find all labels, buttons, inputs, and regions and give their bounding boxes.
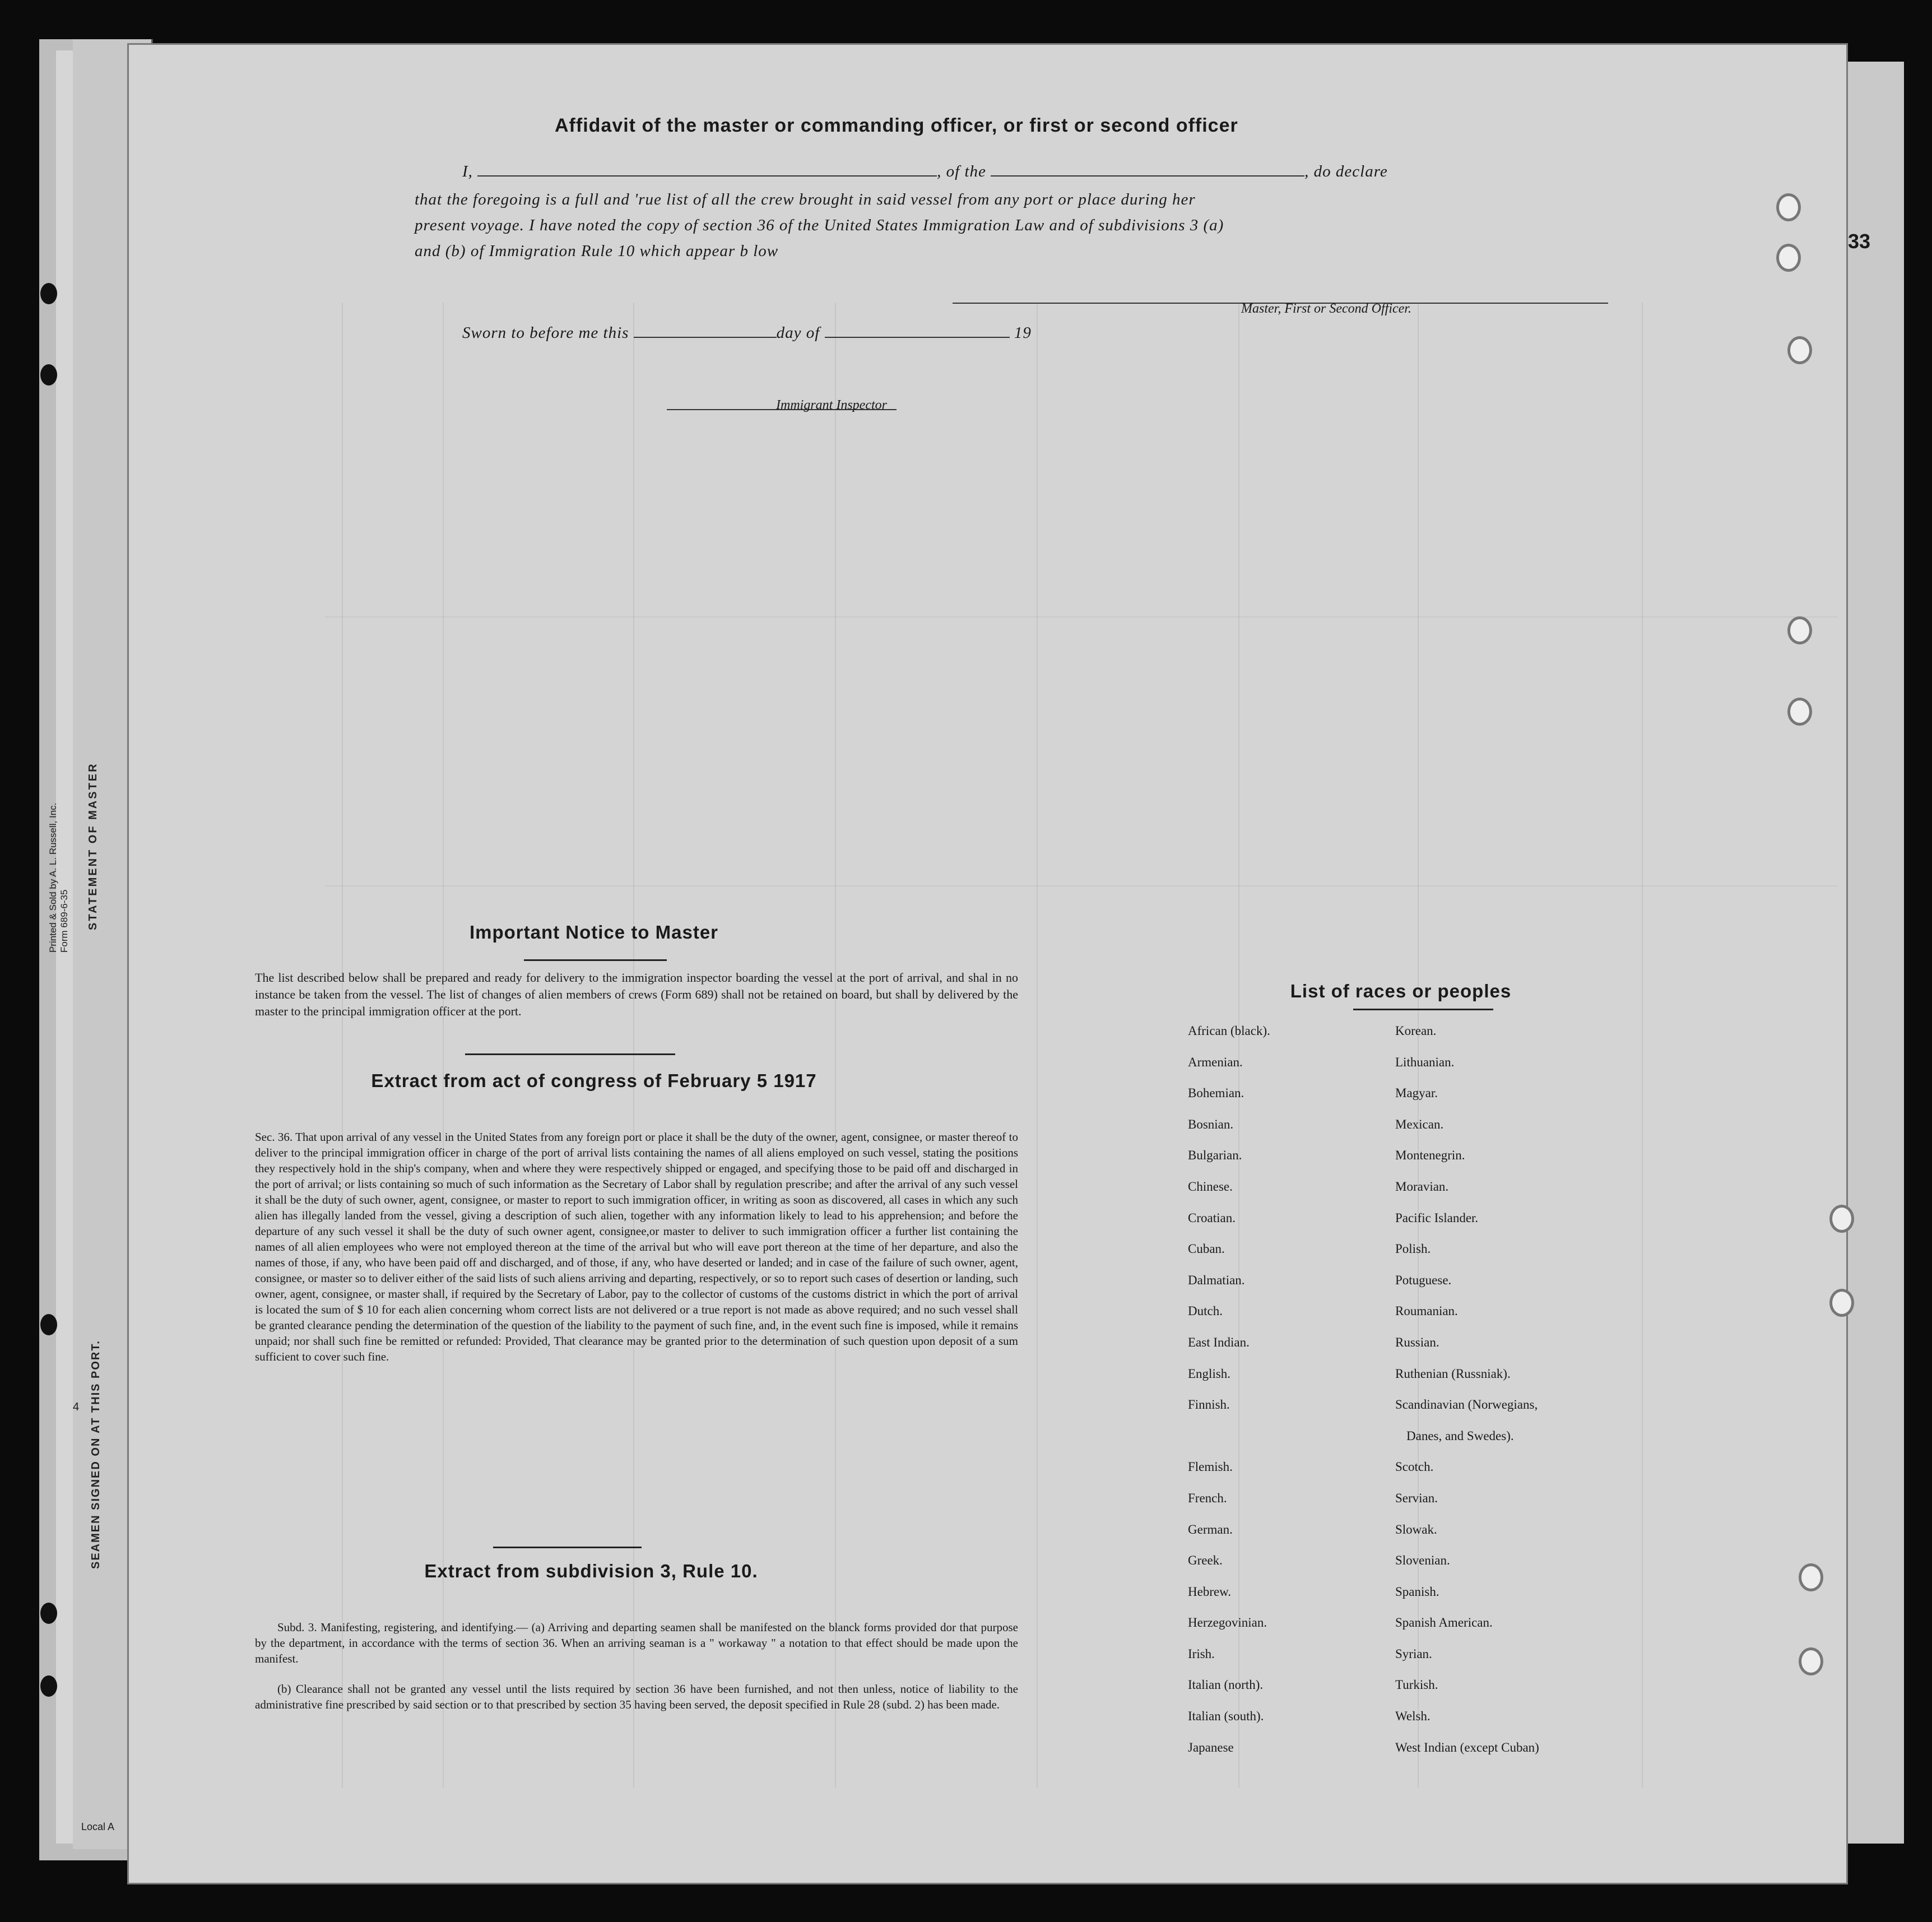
binder-hole (1776, 244, 1801, 272)
sworn-month-blank[interactable] (825, 337, 1010, 338)
race-item: Montenegrin. (1395, 1148, 1465, 1163)
race-item: Italian (north). (1188, 1678, 1264, 1692)
binder-hole (40, 1603, 57, 1624)
extract-act-body: Sec. 36. That upon arrival of any vessel in the United States from any foreign port or place it shall be the duty of the owner, agent, consignee, or master thereof to deliver to the principal immigration officer in charge of the port of arrival lists containing the names of all aliens employed on such vessel, stating the positions they respectively hold in the ship's company, when and where they were respectively shipped or engaged, and specifying those to be paid off and discharged in the port of arrival; or lists containing so much of such information as the Secretary of Labor shall by regulation prescribe; and after the arrival of any such vessel it shall be the duty of such owner, agent, consignee, or master to report to such immigration officer, in writing as soon as discovered, all cases in which any such alien has illegally landed from the vessel, giving a description of such alien, together with any information likely to lead to his apprehension; and before the departure of any such vessel it shall be the duty of such owner agent, consignee,or master to deliver to such immigration officer a further list containing the names of all alien employees who were not employed thereon at the time of the arrival but who will eave port thereon at the time of her departure, and also the names of those, if any, who have been paid off and discharged, and of those, if any, who have deserted or landed; and in case of the failure of such owner, agent, consignee, or master so to deliver either of the said lists of such aliens arriving and departing, respectively, or so to report such cases of desertion or landing, such owner, agent, consignee, or master shall, if required by the Secretary of Labor, pay to the collector of customs of the customs district in which the port of arrival is located the sum of $ 10 for each alien concerning whom correct lists are not delivered or a true report is not made as above required; and no such vessel shall be granted clearance pending the determination of the question of the liability to the payment of such fine, and, in the event such fine is imposed, while it remains unpaid; nor shall such fine be remitted or refunded: Provided, That clearance may be granted prior to the determination of such question upon deposit of a sum sufficient to cover such fine. (255, 1130, 1018, 1363)
affidavit-line-4: and (b) of Immigration Rule 10 which appear b low (415, 242, 779, 260)
binder-hole (40, 1314, 57, 1335)
affidavit-line-3: present voyage. I have noted the copy of section 36 of the United States Immigration Law and of subdivisions 3 (a) (415, 216, 1224, 234)
binder-hole (1799, 1647, 1823, 1675)
race-item: Bohemian. (1188, 1086, 1244, 1101)
race-item: Servian. (1395, 1491, 1438, 1505)
seamen-signed-on-label: SEAMEN SIGNED ON AT THIS PORT. (90, 1340, 102, 1569)
race-item: Welsh. (1395, 1709, 1431, 1724)
race-item: Cuban. (1188, 1242, 1225, 1256)
race-item: Hebrew. (1188, 1584, 1232, 1599)
affidavit-sheet (129, 45, 1846, 1883)
affidavit-do-declare-label: , do declare (1304, 163, 1388, 180)
race-item: Korean. (1395, 1024, 1437, 1038)
affidavit-line-2: that the foregoing is a full and 'rue list of all the crew brought in said vessel from any port or place during her (415, 191, 1196, 208)
races-right-column (1395, 1023, 1675, 1770)
printer-name: Printed & Sold by A. L. Russell, Inc. (48, 802, 58, 953)
race-item: Syrian. (1395, 1646, 1432, 1661)
race-item: Dalmatian. (1188, 1273, 1245, 1287)
race-item: Italian (south). (1188, 1709, 1264, 1724)
underlying-page-strip (1846, 62, 1904, 1844)
printer-imprint (48, 803, 70, 953)
inspector-caption: Immigrant Inspector (776, 398, 887, 412)
race-item: Finnish. (1188, 1398, 1230, 1412)
binder-hole (40, 364, 57, 386)
notice-body: The list described below shall be prepared and ready for delivery to the immigration inspector boarding the vessel at the port of arrival, and shal in no instance be taken from the vessel. The list of changes of alien members of crews (Form 689) shall not be retained on board, but shall by delivered by the master to the principal immigration officer at the port. (255, 971, 1018, 1018)
race-item (1188, 1428, 1412, 1459)
race-item: Bulgarian. (1188, 1148, 1242, 1163)
race-item: Spanish. (1395, 1584, 1439, 1599)
race-item: Lithuanian. (1395, 1055, 1455, 1069)
race-item: Flemish. (1188, 1460, 1233, 1474)
form-number: Form 689-6-35 (59, 889, 69, 953)
race-item: Roumanian. (1395, 1304, 1458, 1319)
extract-act-title: Extract from act of congress of February 5 1917 (371, 1070, 817, 1091)
race-item: West Indian (except Cuban) (1395, 1740, 1539, 1754)
races-left-column (1188, 1023, 1412, 1770)
race-item: Potuguese. (1395, 1273, 1452, 1287)
binder-hole (1799, 1563, 1823, 1591)
race-item: Slowak. (1395, 1522, 1437, 1536)
race-item: African (black). (1188, 1024, 1270, 1038)
binder-hole (1829, 1205, 1854, 1233)
race-item: East Indian. (1188, 1335, 1250, 1349)
race-item: Slovenian. (1395, 1553, 1450, 1568)
affidavit-of-the-label: , of the (937, 163, 986, 180)
race-item: Ruthenian (Russniak). (1395, 1366, 1511, 1381)
sworn-day-label: day of (776, 324, 820, 342)
sworn-day-blank[interactable] (634, 337, 777, 338)
race-item: Irish. (1188, 1646, 1215, 1661)
binder-hole (40, 283, 57, 304)
race-item: Turkish. (1395, 1678, 1438, 1692)
race-item: Magyar. (1395, 1086, 1438, 1101)
race-item: Mexican. (1395, 1117, 1444, 1131)
affidavit-line-1 (462, 163, 1611, 181)
race-item: Scandinavian (Norwegians, (1395, 1398, 1538, 1412)
races-title: List of races or peoples (1290, 981, 1512, 1001)
race-item: Polish. (1395, 1242, 1431, 1256)
race-item: Armenian. (1188, 1055, 1243, 1069)
race-item: French. (1188, 1491, 1227, 1505)
sworn-year-label: 19 (1014, 324, 1032, 342)
race-item: Scotch. (1395, 1460, 1434, 1474)
race-item: Croatian. (1188, 1210, 1236, 1225)
extract-rule-body-a: Subd. 3. Manifesting, registering, and identifying.— (a) Arriving and departing seamen shall be manifested on the blanck forms provided dor that purpose by the department, in accordance with the terms of section 36. When an arriving seaman is a " workaway " a notation to that effect should be made upon the manifest. (255, 1621, 1018, 1665)
race-item: English. (1188, 1366, 1231, 1381)
binder-hole (1787, 616, 1812, 644)
extract-rule-body-b: (b) Clearance shall not be granted any vessel until the lists required by section 36 have been furnished, and not then unless, notice of liability to the administrative fine prescribed by said section or to that prescribed by section 35 having been served, the deposit specified in Rule 28 (subd. 2) has been made. (255, 1682, 1018, 1711)
statement-of-master-label: STATEMENT OF MASTER (87, 762, 99, 930)
race-item: Moravian. (1395, 1179, 1449, 1194)
binder-hole (1776, 193, 1801, 221)
binder-hole (1829, 1289, 1854, 1317)
local-label: Local A (81, 1821, 115, 1832)
race-item: Pacific Islander. (1395, 1210, 1479, 1225)
notice-title: Important Notice to Master (469, 922, 719, 943)
binder-hole (40, 1675, 57, 1697)
name-blank[interactable] (477, 175, 937, 177)
page-number: 4 (73, 1401, 80, 1413)
binder-hole (1787, 698, 1812, 726)
sheet-number: 33 (1848, 230, 1871, 253)
race-item: Danes, and Swedes). (1406, 1428, 1514, 1443)
race-item: Bosnian. (1188, 1117, 1234, 1131)
race-item: Herzegovinian. (1188, 1615, 1267, 1630)
race-item: Dutch. (1188, 1304, 1223, 1319)
race-item: Chinese. (1188, 1179, 1233, 1194)
binder-hole (1787, 336, 1812, 364)
race-item: Greek. (1188, 1553, 1223, 1568)
race-item: Russian. (1395, 1335, 1439, 1349)
sworn-line (462, 324, 1032, 342)
signature-caption: Master, First or Second Officer. (1241, 301, 1411, 316)
sworn-prefix: Sworn to before me this (462, 324, 629, 342)
race-item: Japanese (1188, 1740, 1234, 1754)
extract-rule-title: Extract from subdivision 3, Rule 10. (424, 1561, 758, 1581)
affidavit-title: Affidavit of the master or commanding officer, or first or second officer (555, 115, 1238, 136)
vessel-blank[interactable] (991, 175, 1304, 177)
race-item: Spanish American. (1395, 1615, 1493, 1630)
affidavit-i-label: I, (462, 163, 473, 180)
race-item: German. (1188, 1522, 1233, 1536)
